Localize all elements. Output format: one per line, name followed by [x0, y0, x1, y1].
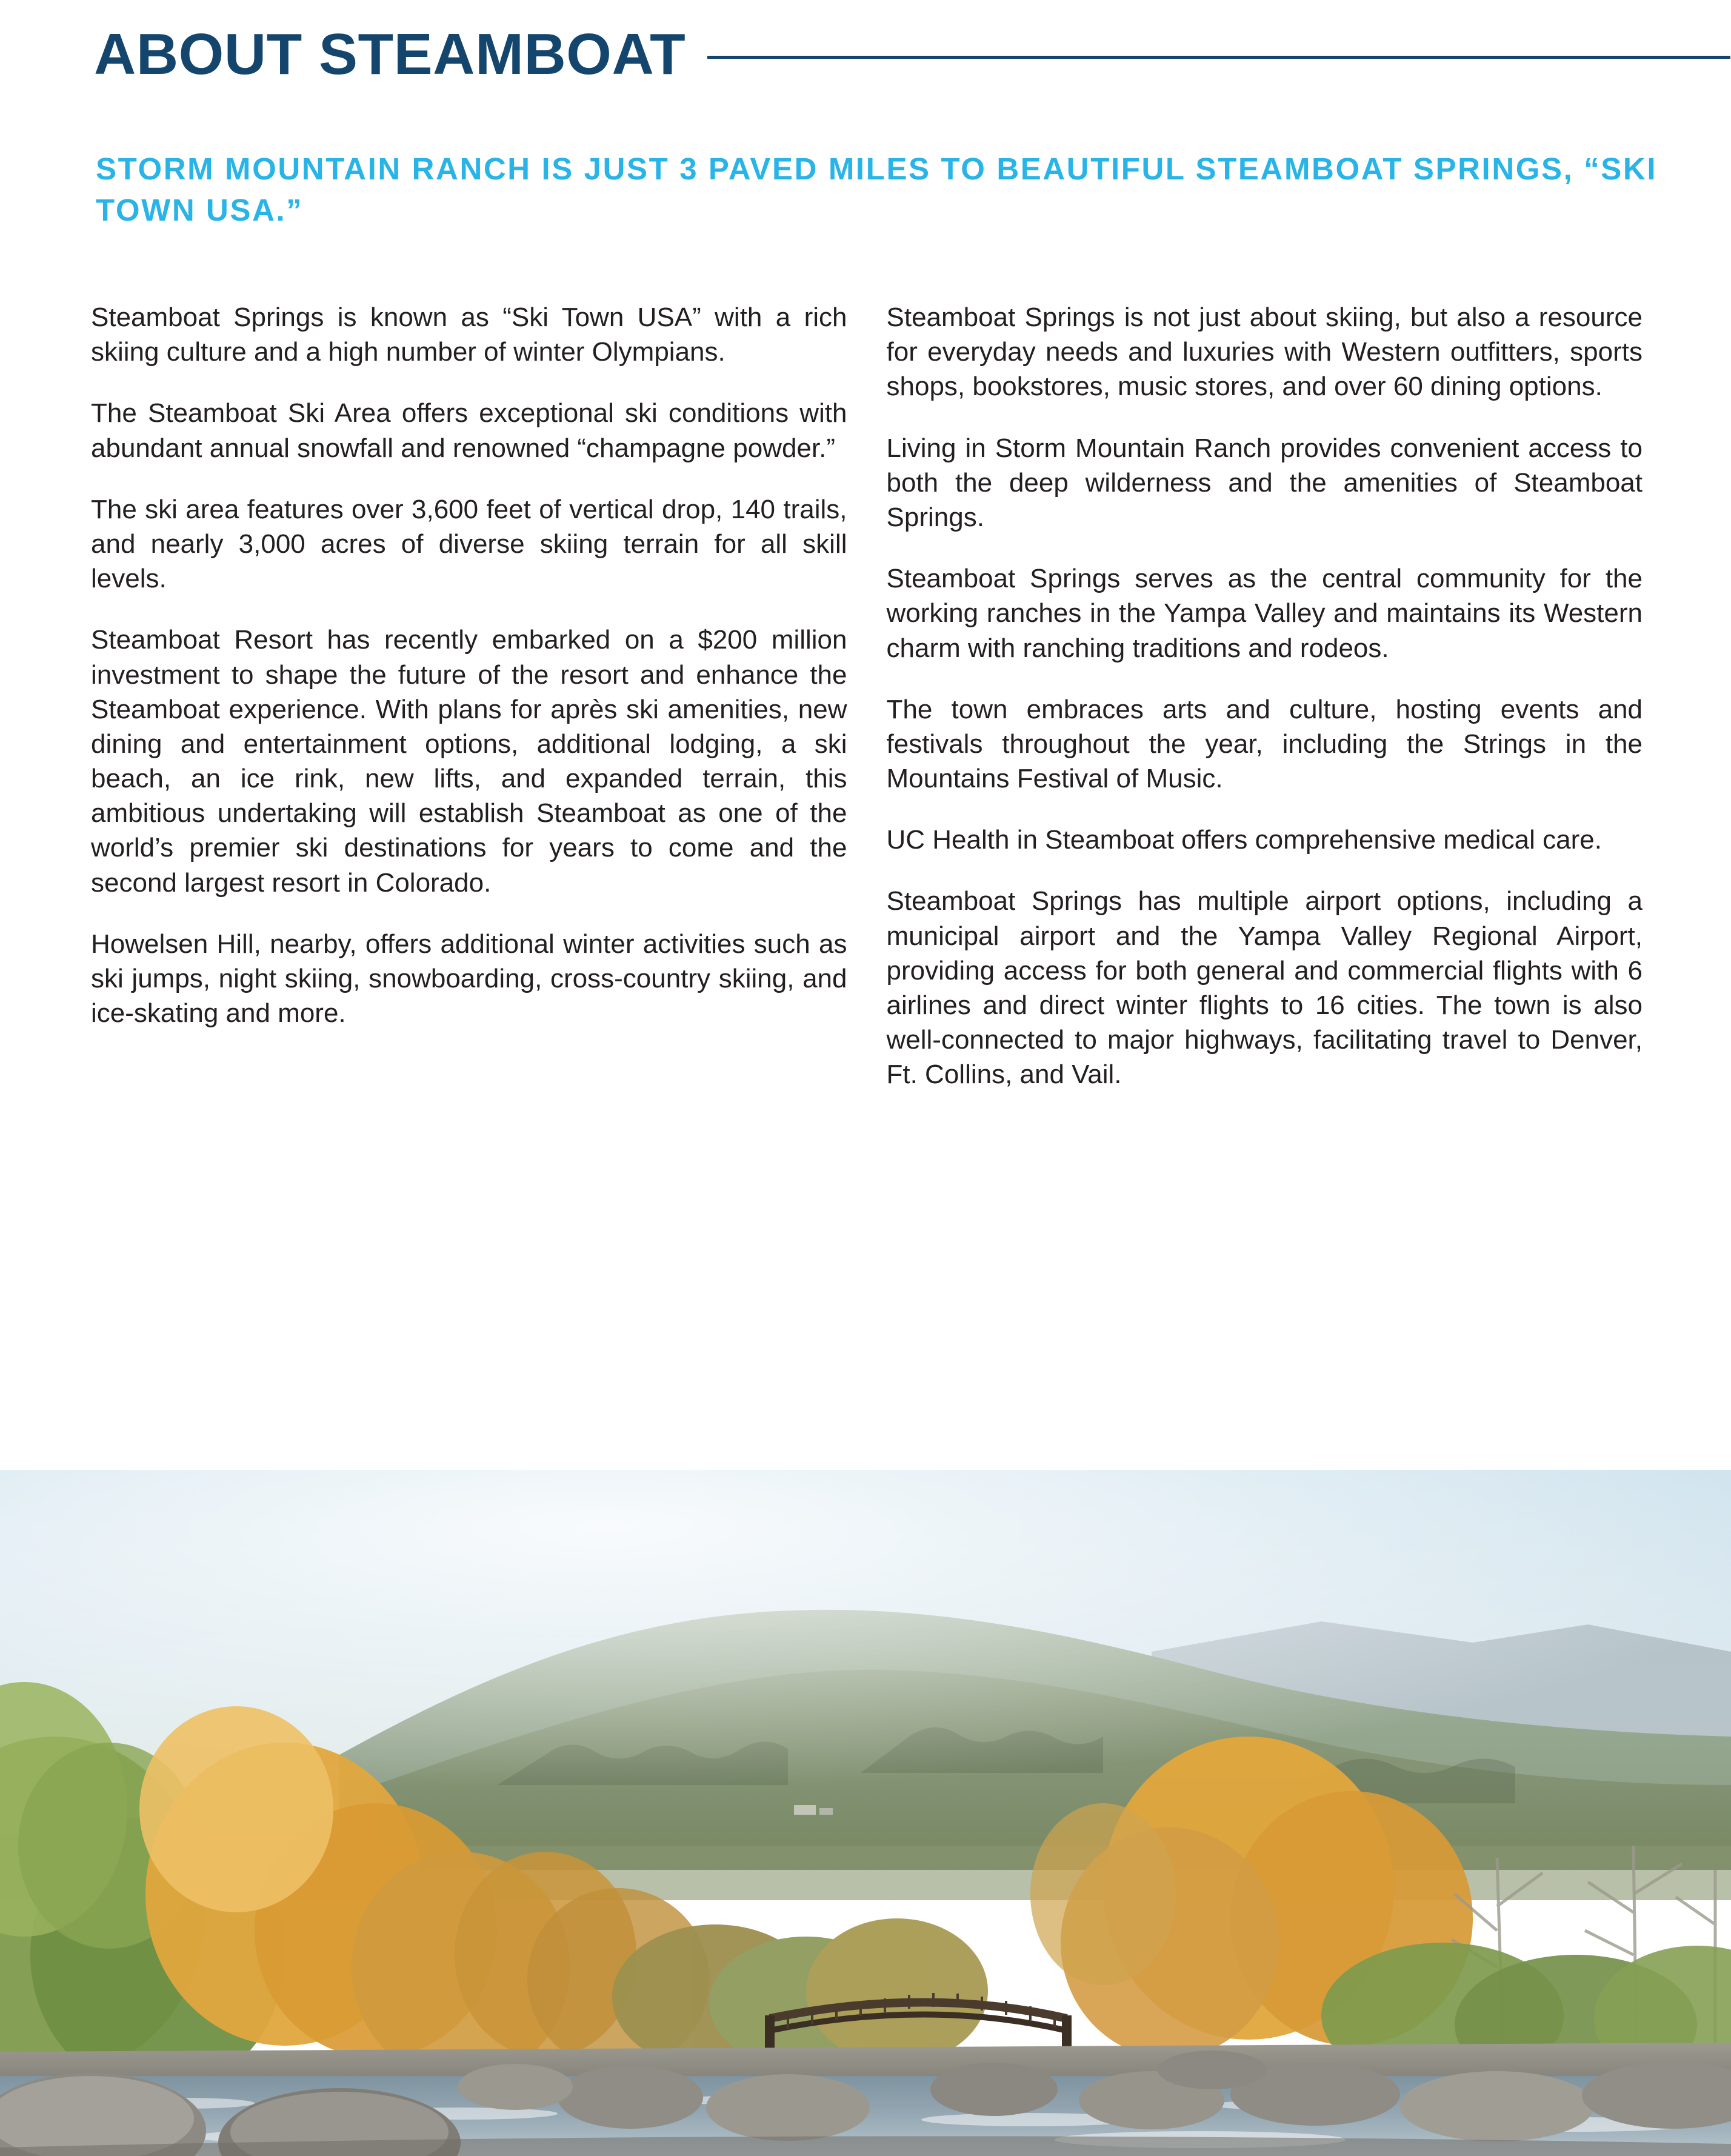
paragraph: Living in Storm Mountain Ranch provides convenient access to both the deep wilderness and the amenities of Steamboat Springs. — [886, 433, 1643, 532]
paragraph: The town embraces arts and culture, hosting events and festivals throughout the year, including the Strings in the Mountains Festival of Music. — [886, 694, 1643, 794]
photo-artwork — [0, 1470, 1731, 2156]
paragraph: The Steamboat Ski Area offers exceptional ski conditions with abundant annual snowfall and renowned “champagne powder.” — [91, 398, 847, 463]
paragraph: Steamboat Springs is not just about skiing, but also a resource for everyday needs and luxuries with Western outfitters, sports shops, bookstores, music stores, and over 60 dining options. — [886, 302, 1643, 402]
paragraph: Steamboat Springs is known as “Ski Town USA” with a rich skiing culture and a high number of winter Olympians. — [91, 302, 847, 367]
paragraph: Howelsen Hill, nearby, offers additional winter activities such as ski jumps, night skiing, snowboarding, cross-country skiing, and ice-skating and more. — [91, 929, 847, 1029]
river-landscape-photo — [0, 1470, 1731, 2156]
body-columns — [91, 300, 1643, 1092]
paragraph: Steamboat Resort has recently embarked on a $200 million investment to shape the future of the resort and enhance the Steamboat experience. With plans for après ski amenities, new dining and entertainment options, additional lodging, a ski beach, an ice rink, new lifts, and expanded terrain, this ambitious undertaking will establish Steamboat as one of the world’s premier ski destinations for years to come and the second largest resort in Colorado. — [91, 625, 847, 898]
paragraph: UC Health in Steamboat offers comprehensive medical care. — [886, 825, 1602, 855]
paragraph: The ski area features over 3,600 feet of vertical drop, 140 trails, and nearly 3,000 acres of diverse skiing terrain for all skill levels. — [91, 494, 847, 594]
page-header — [94, 22, 1730, 87]
paragraph: Steamboat Springs serves as the central community for the working ranches in the Yampa Valley and maintains its Western charm with ranching traditions and rodeos. — [886, 564, 1643, 663]
page-subtitle: STORM MOUNTAIN RANCH IS JUST 3 PAVED MILES TO BEAUTIFUL STEAMBOAT SPRINGS, “SKI TOWN USA.” — [96, 152, 1658, 228]
page-title: ABOUT STEAMBOAT — [94, 22, 686, 87]
left-text-column — [91, 300, 847, 1092]
paragraph: Steamboat Springs has multiple airport options, including a municipal airport and the Yampa Valley Regional Airport, providing access for both general and commercial flights with 6 airlines and direct winter flights to 16 cities. The town is also well-connected to major highways, facilitating travel to Denver, Ft. Collins, and Vail. — [886, 886, 1643, 1090]
right-text-column — [887, 300, 1643, 1092]
title-divider — [707, 56, 1730, 59]
